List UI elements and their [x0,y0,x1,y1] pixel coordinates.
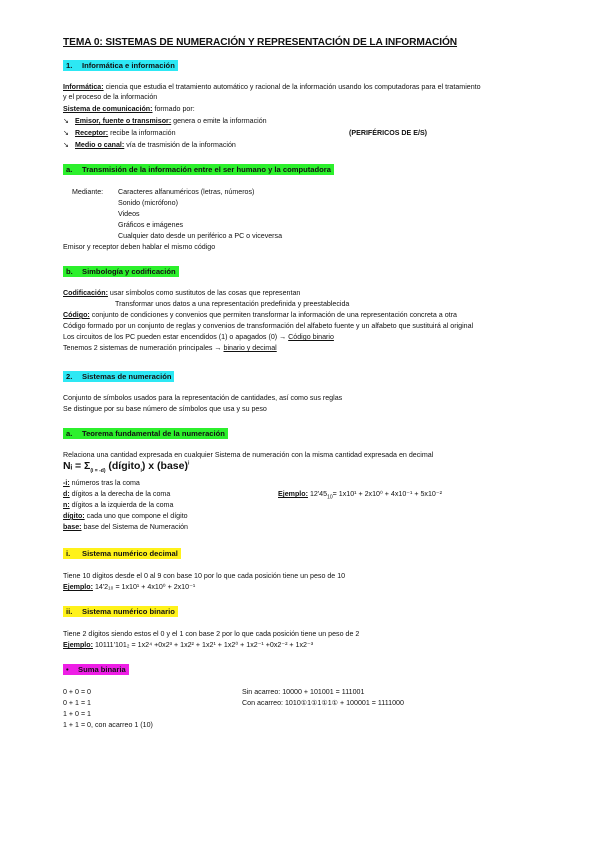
ejemplo-value: 12'45 [307,490,328,498]
section-heading-binario [63,606,178,617]
section-number: ii. [66,607,73,616]
list-item: Videos [118,210,140,218]
paragraph-line: Conjunto de símbolos usados para la representación de cantidades, así como sus reglas [63,394,343,402]
bullet-icon: • [66,665,69,674]
formula-text: ) x (base) [141,460,188,472]
definition-text: base del Sistema de Numeración [81,523,188,531]
section-heading-text: Sistema numérico binario [82,607,175,616]
suma-rule: 1 + 0 = 1 [63,710,92,718]
suma-rule: 1 + 1 = 0, con acarreo 1 (10) [63,721,153,729]
definition-text: formado por: [152,105,195,113]
definition-codigo [63,310,457,320]
arrow-bullet-icon: ↘ [63,129,69,137]
section-number: 2. [66,372,73,381]
section-heading-teorema [63,428,228,439]
ejemplo-decimal [63,582,195,592]
definition-text: conjunto de condiciones y convenios que permiten transformar la información de una representación concreta a otra [89,311,457,319]
term-medio: Medio o canal: [75,141,125,149]
sistema-comunicacion [63,104,195,114]
formula-text: Nᵢ = Σ [63,460,91,472]
perifericos-note: (PERIFÉRICOS DE E/S) [349,129,428,137]
term-sistema-comunicacion: Sistema de comunicación: [63,105,153,113]
definition-text: dígitos a la derecha de la coma [69,490,171,498]
text: Los circuitos de los PC pueden estar encendidos (1) o apagados (0) [63,333,280,341]
section-heading-text: Teorema fundamental de la numeración [82,429,225,438]
list-item: Sonido (micrófono) [118,199,178,207]
list-item-medio [63,140,236,150]
section-heading-text: Simbología y codificación [82,267,176,276]
ejemplo-label: Ejemplo: [278,490,308,498]
term-digito: dígito: [63,512,85,520]
suma-con-acarreo: Con acarreo: 1010①1①1①1① + 100001 = 1111000 [242,699,404,707]
page-title: TEMA 0: SISTEMAS DE NUMERACIÓN Y REPRESENTACIÓN DE LA INFORMACIÓN [63,37,458,48]
definition-continuation: Transformar unos datos a una representación predefinida y preestablecida [115,300,350,308]
section-number: i. [66,549,71,558]
paragraph-line: Tiene 2 dígitos siendo estos el 0 y el 1 con base 2 por lo que cada posición tiene un peso de 2 [63,630,360,638]
definition-text: dígitos a la izquierda de la coma [69,501,174,509]
section-heading-text: Sistema numérico decimal [82,549,178,558]
mediante-label: Mediante: [72,188,104,196]
definition-text: recibe la información [108,129,176,137]
arrow-bullet-icon: ↘ [63,141,69,149]
section-number: 1. [66,61,73,70]
definition-text: genera o emite la información [171,117,267,125]
ejemplo-value: 14'2₁₀ = 1x10¹ + 4x10⁰ + 2x10⁻¹ [92,583,196,591]
paragraph-line: Código formado por un conjunto de reglas y convenios de transformación del alfabeto fuente y un alfabeto que sustituirá al original [63,322,474,330]
section-heading-sistemas [63,371,174,382]
suma-rule: 0 + 0 = 0 [63,688,92,696]
definition-text: números tras la coma [69,479,140,487]
legend-i [63,478,140,488]
legend-n [63,500,173,510]
formula-superscript: i [187,460,190,467]
list-item: Gráficos e imágenes [118,221,184,229]
ejemplo-label: Ejemplo: [63,641,93,649]
formula-subscript: i [140,468,142,475]
term-codigo: Código: [63,311,90,319]
definition-informatica [63,82,481,92]
binario-decimal-label: binario y decimal [223,344,277,352]
suma-rule: 0 + 1 = 1 [63,699,92,707]
legend-base [63,522,188,532]
right-arrow-icon: → [279,333,289,341]
formula-text: (dígito [105,460,141,472]
paragraph-line [63,332,334,342]
arrow-bullet-icon: ↘ [63,117,69,125]
codigo-binario-label: Código binario [288,333,334,341]
section-number: a. [66,165,73,174]
term-emisor: Emisor, fuente o transmisor: [75,117,172,125]
section-heading-text: Suma binaria [78,665,126,674]
section-heading-suma [63,664,129,675]
list-item: Cualquier dato desde un periférico a PC o viceversa [118,232,283,240]
term-receptor: Receptor: [75,129,109,137]
term-codificacion: Codificación: [63,289,108,297]
term-n: n: [63,501,70,509]
ejemplo-value: 10111'101₂ = 1x2⁴ +0x2³ + 1x2² + 1x2¹ + 1x2⁰ + 1x2⁻¹ +0x2⁻² + 1x2⁻³ [92,641,314,649]
term-informatica: Informática: [63,83,104,91]
definition-text: cada uno que compone el dígito [84,512,188,520]
base-subscript: 10 [327,494,333,501]
paragraph-line: Relaciona una cantidad expresada en cualquier Sistema de numeración con la misma cantidad expresada en decimal [63,451,434,459]
footer-note: Emisor y receptor deben hablar el mismo código [63,243,216,251]
paragraph-line: Tiene 10 dígitos desde el 0 al 9 con base 10 por lo que cada posición tiene un peso de 10 [63,572,346,580]
term-base: base: [63,523,82,531]
term-i: -i: [63,479,70,487]
ejemplo-teorema [278,489,442,499]
right-arrow-icon: → [214,344,224,352]
definition-text: usar símbolos como sustitutos de las cosas que representan [107,289,301,297]
definition-text: ciencia que estudia el tratamiento automático y racional de la información usando los computadoras para el tratamiento [103,83,481,91]
definition-continuation: y el proceso de la información [63,93,158,101]
ejemplo-expansion: = 1x10¹ + 2x10⁰ + 4x10⁻¹ + 5x10⁻² [332,490,442,498]
section-heading-informatica [63,60,178,71]
text: Tenemos 2 sistemas de numeración principales [63,344,215,352]
formula-subscript: (i = -d) [90,468,106,475]
ejemplo-binario [63,640,313,650]
section-number: b. [66,267,73,276]
section-heading-simbologia [63,266,179,277]
paragraph-line: Se distingue por su base número de símbolos que usa y su peso [63,405,267,413]
list-item: Caracteres alfanuméricos (letras, números) [118,188,255,196]
section-heading-text: Informática e información [82,61,175,70]
section-heading-decimal [63,548,181,559]
ejemplo-label: Ejemplo: [63,583,93,591]
section-heading-text: Transmisión de la información entre el ser humano y la computadora [82,165,331,174]
section-heading-transmision [63,164,334,175]
term-d: d: [63,490,70,498]
list-item-emisor [63,116,267,126]
section-number: a. [66,429,73,438]
theorem-formula [63,460,190,475]
suma-sin-acarreo: Sin acarreo: 10000 + 101001 = 111001 [242,688,365,696]
section-heading-text: Sistemas de numeración [82,372,172,381]
legend-digito [63,511,188,521]
legend-d [63,489,170,499]
definition-codificacion [63,288,300,298]
definition-text: vía de trasmisión de la información [124,141,236,149]
list-item-receptor [63,128,176,138]
paragraph-line [63,343,277,353]
